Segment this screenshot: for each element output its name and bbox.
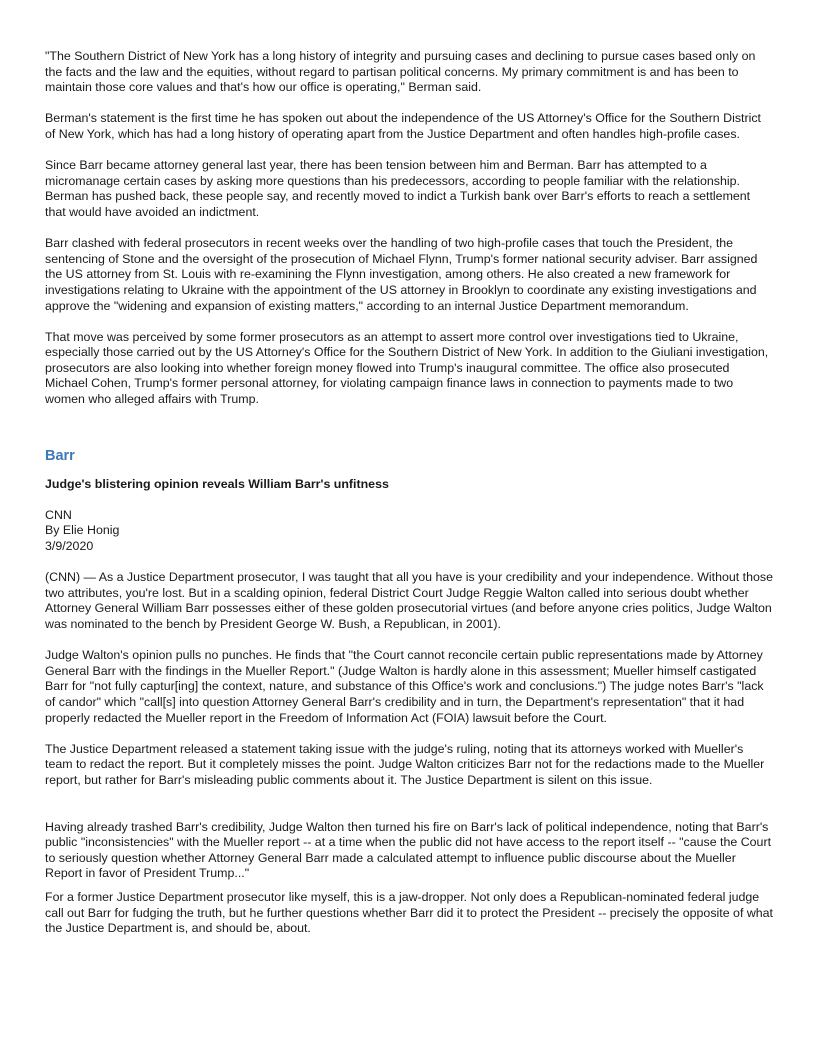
paragraph: Since Barr became attorney general last year, there has been tension between him and Berman. Barr has attempted to a micromanage certain cases by asking more questions than his predecessors, according to people familiar with the relationship. Berman has pushed back, these people say, and recently moved to indict a Turkish bank over Barr's efforts to reach a settlement that would have avoided an indictment. <box>45 158 751 219</box>
section-heading: Barr <box>45 447 75 464</box>
paragraph: "The Southern District of New York has a long history of integrity and pursuing cases and declining to pursue cases based only on the facts and the law and the equities, without regard to partisan political concerns. My primary commitment is and has been to maintain those core values and that's how our office is operating," Berman said. <box>45 49 756 95</box>
article-title: Judge's blistering opinion reveals William Barr's unfitness <box>45 476 389 491</box>
article-source: CNN <box>45 507 72 522</box>
article-byline: By Elie Honig <box>45 523 120 538</box>
paragraph: Having already trashed Barr's credibility, Judge Walton then turned his fire on Barr's lack of political independence, noting that Barr's public "inconsistencies" with the Mueller report -- at a time when the public did not have access to the report itself -- "cause the Court to seriously question whether Attorney General Barr made a calculated attempt to influence public discourse about the Mueller Report in favor of President Trump..." <box>45 819 772 881</box>
paragraph: Judge Walton's opinion pulls no punches. He finds that "the Court cannot reconcile certain public representations made by Attorney General Barr with the findings in the Mueller Report." (Judge Walton is hardly alone in this assessment; Mueller himself castigated Barr for "not fully captur[ing] the context, nature, and substance of this Office's work and conclusions.") The judge notes Barr's "lack of candor" which "call[s] into question Attorney General Barr's credibility and in turn, the Department's representation" that it had properly redacted the Mueller report in the Freedom of Information Act (FOIA) lawsuit before the Court. <box>45 648 764 725</box>
paragraph: That move was perceived by some former prosecutors as an attempt to assert more control over investigations tied to Ukraine, especially those carried out by the US Attorney's Office for the Southern District of New York. In addition to the Giuliani investigation, prosecutors are also looking into whether foreign money flowed into Trump's inaugural committee. The office also prosecuted Michael Cohen, Trump's former personal attorney, for violating campaign finance laws in connection to payments made to two women who alleged affairs with Trump. <box>45 329 769 407</box>
paragraph: The Justice Department released a statement taking issue with the judge's ruling, noting that its attorneys worked with Mueller's team to redact the report. But it completely misses the point. Judge Walton criticizes Barr not for the redactions made to the Mueller report, but rather for Barr's misleading public comments about it. The Justice Department is silent on this issue. <box>45 741 765 787</box>
paragraph: Berman's statement is the first time he has spoken out about the independence of the US Attorney's Office for the Southern District of New York, which has had a long history of operating apart from the Justice Department and often handles high-profile cases. <box>45 111 761 141</box>
article-date: 3/9/2020 <box>45 539 94 554</box>
paragraph: For a former Justice Department prosecutor like myself, this is a jaw-dropper. Not only does a Republican-nominated federal judge call out Barr for fudging the truth, but he further questions whether Barr did it to protect the President -- precisely the opposite of what the Justice Department is, and should be, about. <box>45 889 773 936</box>
paragraph: Barr clashed with federal prosecutors in recent weeks over the handling of two high-profile cases that touch the President, the sentencing of Stone and the oversight of the prosecution of Michael Flynn, Trump's former national security adviser. Barr assigned the US attorney from St. Louis with re-examining the Flynn investigation, among others. He also created a new framework for investigations relating to Ukraine with the appointment of the US attorney in Brooklyn to coordinate any existing investigations and approve the "widening and expansion of existing matters," according to an internal Justice Department memorandum. <box>45 236 758 313</box>
document-page <box>45 49 773 937</box>
paragraph: (CNN) — As a Justice Department prosecutor, I was taught that all you have is your credibility and your independence. Without those two attributes, you're lost. But in a scalding opinion, federal District Court Judge Reggie Walton called into serious doubt whether Attorney General William Barr possesses either of these golden prosecutorial virtues (and before anyone cries politics, Judge Walton was nominated to the bench by President George W. Bush, a Republican, in 2001). <box>45 570 773 631</box>
